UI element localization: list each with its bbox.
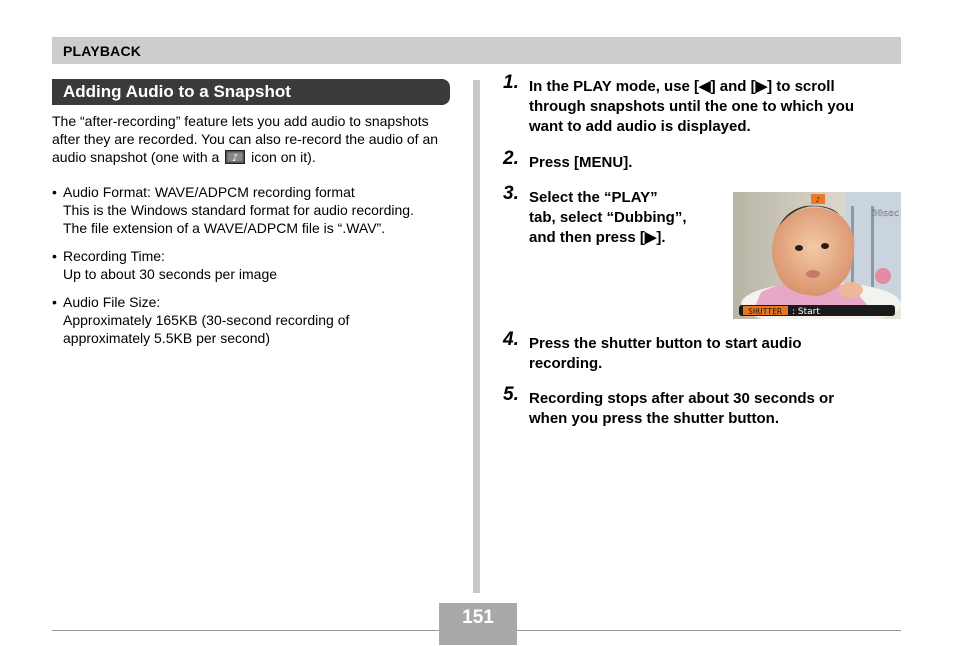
step-line: and then press [▶]. [529,229,666,246]
bullet-line: Approximately 165KB (30-second recording of [63,312,350,328]
start-label: : Start [792,307,820,317]
timer-readout: 30sec [871,209,899,219]
step-line: In the PLAY mode, use [◀] and [▶] to scroll [529,78,835,95]
bullet-list [52,183,462,357]
svg-text:♪: ♪ [232,153,239,164]
section-label: PLAYBACK [63,43,142,59]
bullet-line: Up to about 30 seconds per image [63,266,278,282]
step-line: want to add audio is displayed. [529,118,751,135]
step-line: Recording stops after about 30 seconds or [529,390,835,407]
step-line: Press the shutter button to start audio [529,335,802,352]
section-title-bar [52,79,450,105]
header-bar [52,37,901,64]
step-number: 3. [503,183,519,204]
intro-text-1: The “after-recording” feature lets you add audio to snapshots after they are recorded. You can also re-record the audio of an audio snapshot (one with a [52,113,439,165]
section-title: Adding Audio to a Snapshot [63,82,291,101]
step-line: recording. [529,355,603,372]
bullet-dot: • [52,294,57,310]
column-divider [473,80,480,593]
bullet-line: Audio Format: WAVE/ADPCM recording format [63,184,355,200]
step-number: 1. [503,72,519,93]
intro-paragraph [52,112,452,166]
intro-text-2: icon on it). [251,149,316,165]
bullet-recording-time [52,247,462,283]
page-number-box [439,603,517,645]
bullet-line: Audio File Size: [63,294,161,310]
bullet-file-size [52,293,462,347]
bullet-line: This is the Windows standard format for audio recording. [63,202,414,218]
step-line: Press [MENU]. [529,154,633,171]
bullet-dot: • [52,184,57,200]
step-line: Select the “PLAY” [529,189,658,206]
step-line: when you press the shutter button. [529,410,780,427]
shutter-label: SHUTTER [748,307,782,316]
bullet-line: approximately 5.5KB per second) [63,330,270,346]
step-number: 2. [503,148,519,169]
bullet-dot: • [52,248,57,264]
audio-snapshot-icon [225,150,245,164]
bullet-line: The file extension of a WAVE/ADPCM file is “.WAV”. [63,220,386,236]
step-line: through snapshots until the one to which you [529,98,854,115]
page-number: 151 [462,607,494,628]
step-number: 4. [503,329,519,350]
camera-screen-image [733,192,901,319]
bullet-line: Recording Time: [63,248,165,264]
step-line: tab, select “Dubbing”, [529,209,687,226]
bullet-audio-format [52,183,462,237]
svg-text:♪: ♪ [815,196,821,204]
step-number: 5. [503,384,519,405]
